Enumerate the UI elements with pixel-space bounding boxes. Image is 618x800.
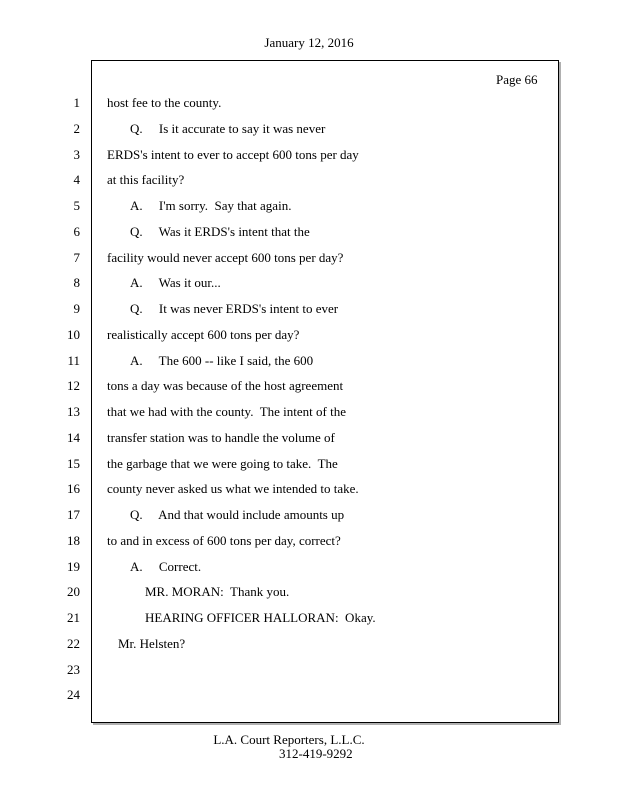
line-number: 22 — [67, 636, 80, 651]
line-number: 7 — [73, 250, 80, 265]
line-number: 1 — [73, 95, 80, 110]
footer-company: L.A. Court Reporters, L.L.C. — [213, 732, 365, 747]
transcript-line: HEARING OFFICER HALLORAN: Okay. — [145, 610, 376, 625]
transcript-line: Q. Is it accurate to say it was never — [130, 121, 326, 136]
page-number: Page 66 — [496, 72, 538, 87]
transcript-line: host fee to the county. — [107, 95, 222, 110]
transcript-line: tons a day was because of the host agreement — [107, 378, 344, 393]
line-number: 5 — [73, 198, 80, 213]
transcript-line: A. Was it our... — [130, 275, 221, 290]
transcript-line: that we had with the county. The intent of the — [107, 404, 346, 419]
line-number: 2 — [73, 121, 80, 136]
line-number: 24 — [67, 687, 80, 702]
line-number: 17 — [67, 507, 80, 522]
transcript-line: ERDS's intent to ever to accept 600 tons per day — [107, 147, 359, 162]
line-number: 21 — [67, 610, 80, 625]
footer-phone: 312-419-9292 — [279, 746, 353, 761]
transcript-line: realistically accept 600 tons per day? — [107, 327, 300, 342]
transcript-line: to and in excess of 600 tons per day, correct? — [107, 533, 341, 548]
transcript-line: Mr. Helsten? — [118, 636, 186, 651]
transcript-line: at this facility? — [107, 172, 185, 187]
transcript-line: the garbage that we were going to take. The — [107, 456, 338, 471]
line-number: 18 — [67, 533, 80, 548]
line-number: 14 — [67, 430, 80, 445]
line-number: 4 — [73, 172, 80, 187]
line-number: 11 — [67, 353, 80, 368]
line-number: 3 — [73, 147, 80, 162]
transcript-line: A. Correct. — [130, 559, 202, 574]
line-number: 8 — [73, 275, 80, 290]
line-number: 15 — [67, 456, 80, 471]
line-number: 9 — [73, 301, 80, 316]
transcript-line: transfer station was to handle the volume of — [107, 430, 335, 445]
transcript-line: A. The 600 -- like I said, the 600 — [130, 353, 314, 368]
transcript-line: facility would never accept 600 tons per day? — [107, 250, 344, 265]
header-date: January 12, 2016 — [264, 35, 354, 50]
line-number: 10 — [67, 327, 80, 342]
line-number: 20 — [67, 584, 80, 599]
line-number: 16 — [67, 481, 80, 496]
line-number: 19 — [67, 559, 80, 574]
line-number: 23 — [67, 662, 80, 677]
transcript-line: A. I'm sorry. Say that again. — [130, 198, 292, 213]
transcript-line: county never asked us what we intended to take. — [107, 481, 359, 496]
line-number: 12 — [67, 378, 80, 393]
transcript-line: MR. MORAN: Thank you. — [145, 584, 290, 599]
line-number: 13 — [67, 404, 80, 419]
transcript-line: Q. And that would include amounts up — [130, 507, 345, 522]
line-number: 6 — [73, 224, 80, 239]
transcript-line: Q. Was it ERDS's intent that the — [130, 224, 310, 239]
transcript-line: Q. It was never ERDS's intent to ever — [130, 301, 339, 316]
